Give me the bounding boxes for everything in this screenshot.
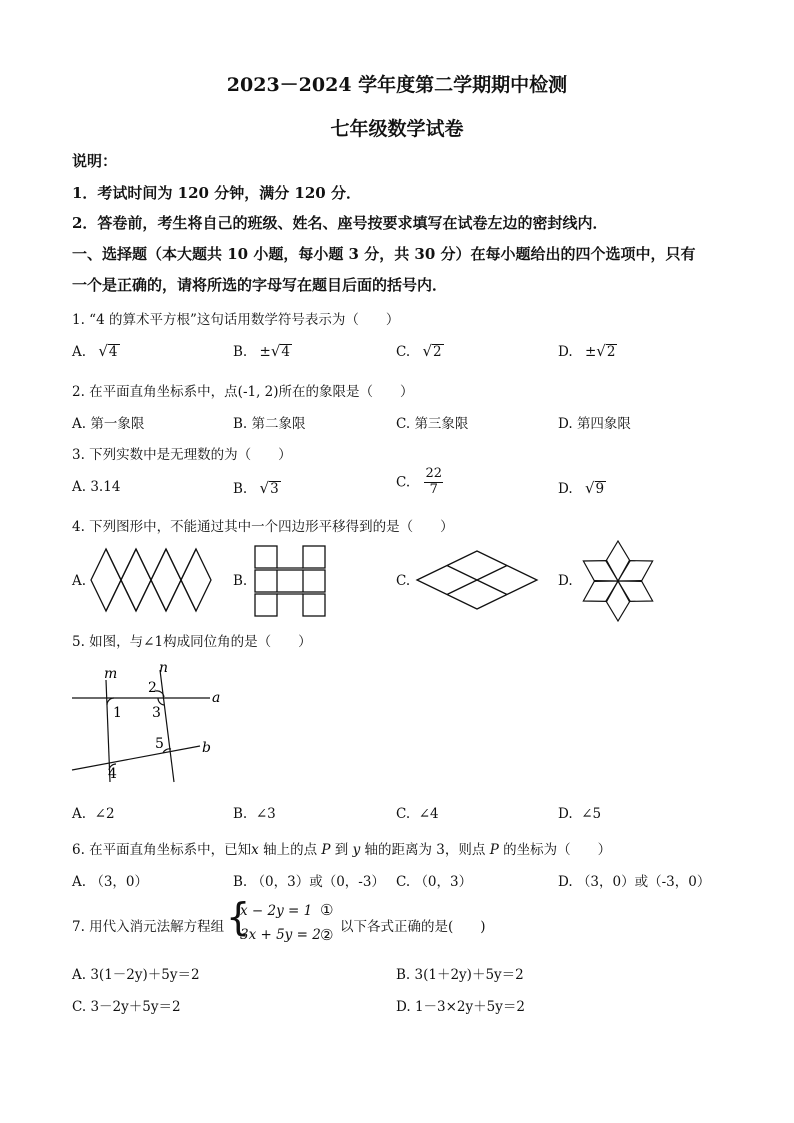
question-7-option-b[interactable] [396,963,524,983]
option-letter: B. [233,874,248,890]
large-rhombus-figure [416,550,538,610]
note-item-2: 2．答卷前，考生将自己的班级、姓名、座号按要求填写在试卷左边的密封线内． [72,214,608,232]
stem-text: 轴上的点 [258,842,322,858]
option-text: ∠2 [94,806,115,822]
exam-title: 2023－2024 学年度第二学期期中检测 [226,74,568,96]
option-letter: B. [233,806,248,822]
option-letter: A. [72,874,87,890]
option-letter: C. [396,474,411,491]
question-5-option-d[interactable] [558,806,601,822]
question-2-option-a[interactable] [72,412,144,432]
option-letter: B. [233,416,248,432]
angle-label-3: 3 [152,705,161,721]
option-text: ∠4 [418,806,439,822]
stem-text: 6. 在平面直角坐标系中，已知 [72,842,252,858]
option-letter: A. [72,806,87,822]
stem-text: 轴的距离为 3，则点 [360,842,490,858]
question-1-option-c[interactable]: C. √2 [396,342,442,360]
option-letter: D. [558,481,573,497]
equation-brace: { [226,895,251,939]
option-text: ∠5 [581,806,602,822]
plus-minus-sign: ± [584,344,597,360]
radicand: 4 [281,344,290,360]
option-letter: C. [396,344,411,360]
question-2-option-b[interactable] [233,412,306,432]
star-rhombus-figure [578,540,658,622]
question-5-option-c[interactable] [396,806,439,822]
option-text: 第一象限 [90,416,145,432]
radicand: 2 [433,344,442,360]
angle-label-5: 5 [155,736,164,752]
option-letter: D. [558,344,573,360]
question-5-option-a[interactable] [72,806,115,822]
radicand: 3 [270,481,279,497]
section-heading-line1: 一、选择题（本大题共 10 小题，每小题 3 分，共 30 分）在每小题给出的四个选项中，只有 [72,245,696,263]
option-text: 3－2y＋5y＝2 [90,999,181,1015]
line-label-a: a [212,690,221,706]
equation-2: 3x + 5y = 2 [240,927,321,943]
line-label-b: b [202,740,211,756]
option-text: ∠3 [255,806,276,822]
question-6-option-a[interactable] [72,870,148,890]
option-letter: D. [558,806,573,822]
question-1-option-d[interactable]: D. ±√2 [558,342,616,360]
question-1-option-b[interactable]: B. ±√4 [233,342,290,360]
option-text: 第四象限 [576,416,631,432]
variable-p: P [321,842,331,858]
option-letter: C. [396,416,411,432]
variable-y: y [352,842,361,858]
question-5-option-b[interactable] [233,806,276,822]
option-text: 3(1－2y)＋5y＝2 [90,967,200,983]
option-letter: B. [396,967,411,983]
option-letter: A. [72,344,87,360]
question-7-stem-before: 7. 用代入消元法解方程组 [72,919,225,935]
option-text: 3(1＋2y)＋5y＝2 [414,967,524,983]
option-text: 3.14 [90,479,121,495]
question-7-option-c[interactable] [72,995,181,1015]
option-letter: A. [72,967,87,983]
angle-label-4: 4 [108,766,117,782]
line-label-n: n [159,660,169,676]
option-text: （3，0）或（-3，0） [576,874,711,890]
option-text: 1－3×2y＋5y＝2 [414,999,525,1015]
plus-minus-sign: ± [259,344,271,360]
equation-1: x − 2y = 1 [240,903,313,919]
stem-text: 的坐标为（ ） [498,842,612,858]
question-3-option-d[interactable]: D. √9 [558,479,605,497]
question-5-stem: 5. 如图，与∠1构成同位角的是（ ） [72,634,312,650]
question-2-stem: 2. 在平面直角坐标系中，点(-1, 2)所在的象限是（ ） [72,384,414,400]
option-text: （0，3） [414,874,473,890]
option-letter: D. [558,416,573,432]
equation-marker-2: ② [320,926,334,944]
question-7-stem-after: 以下各式正确的是( ) [340,919,486,935]
intersecting-lines-figure [60,660,230,785]
section-heading-line2: 一个是正确的，请将所选的字母写在题目后面的括号内． [72,276,448,294]
stem-text: 到 [330,842,353,858]
option-text: 第三象限 [414,416,469,432]
squares-grid-figure [253,545,329,617]
equation-marker-1: ① [320,901,334,919]
option-letter: B. [233,344,248,360]
question-7-option-a[interactable] [72,963,200,983]
question-6-option-b[interactable] [233,870,385,890]
question-6-stem [72,838,611,858]
question-3-option-b[interactable]: B. √3 [233,479,279,497]
option-letter: A. [72,479,87,495]
variable-x: x [251,842,259,858]
line-label-m: m [104,666,118,682]
option-letter: D. [396,999,411,1015]
radicand: 4 [108,344,118,360]
option-letter: D. [558,874,573,890]
option-letter: C. [396,874,411,890]
question-7-option-d[interactable] [396,995,525,1015]
option-text: （3，0） [90,874,149,890]
question-4-stem: 4. 下列图形中，不能通过其中一个四边形平移得到的是（ ） [72,519,454,535]
option-letter: C. [396,806,411,822]
notes-heading: 说明： [72,152,118,170]
question-4-option-b[interactable]: B. [233,573,248,589]
radicand: 2 [606,344,616,360]
question-1-option-a[interactable]: A. √4 [72,342,118,360]
question-6-option-c[interactable] [396,870,472,890]
angle-label-1: 1 [113,705,122,721]
angle-label-2: 2 [148,680,157,696]
option-text: 第二象限 [251,416,306,432]
question-3-option-a[interactable] [72,479,120,495]
zigzag-rhombus-figure [91,549,211,611]
option-letter: B. [233,481,248,497]
question-4-option-d[interactable]: D. [558,573,573,589]
option-letter: C. [72,999,87,1015]
option-text: （0，3）或（0，-3） [251,874,385,890]
fraction-denominator: 7 [429,481,438,497]
radicand: 9 [595,481,605,497]
fraction-numerator: 22 [425,466,442,481]
question-2-option-d[interactable] [558,412,631,432]
question-1-stem: 1. “4 的算术平方根”这句话用数学符号表示为（ ） [72,312,400,328]
exam-subtitle: 七年级数学试卷 [330,118,464,140]
note-item-1: 1．考试时间为 120 分钟，满分 120 分． [72,184,361,202]
question-6-option-d[interactable] [558,870,710,890]
question-2-option-c[interactable] [396,412,468,432]
question-3-stem: 3. 下列实数中是无理数的为（ ） [72,447,292,463]
option-letter: A. [72,416,87,432]
question-4-option-c[interactable]: C. [396,573,411,589]
question-4-option-a[interactable]: A. [72,573,87,589]
question-3-option-c[interactable] [396,467,443,498]
variable-p: P [489,842,499,858]
